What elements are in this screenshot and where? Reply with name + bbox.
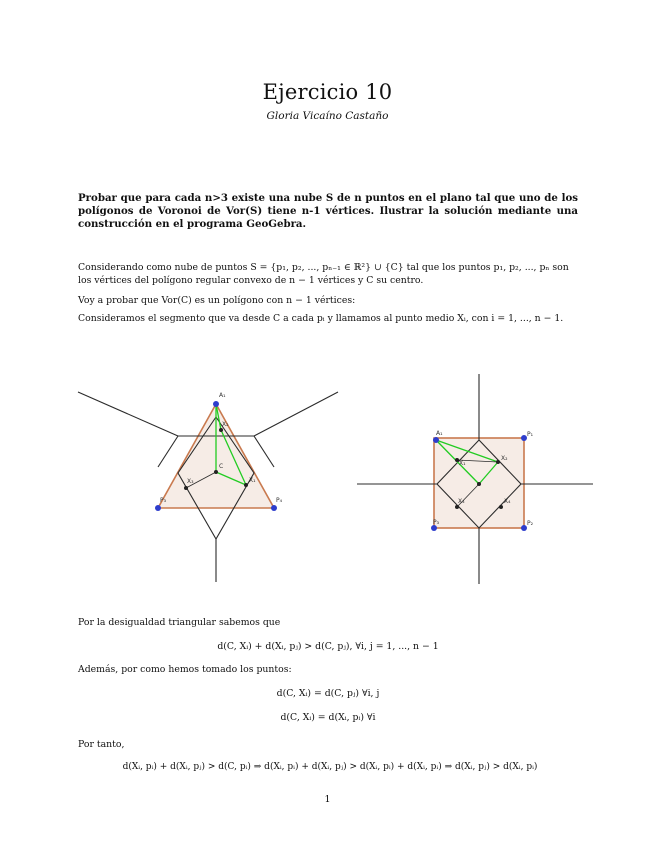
author-name: Gloria Vicaíno Castaño: [266, 110, 389, 122]
sq-point-c: [477, 482, 481, 486]
equation-equal-center: d(C, Xᵢ) = d(C, pⱼ) ∀i, j: [276, 688, 380, 699]
equation-equal-midpoint: d(C, Xᵢ) = d(Xᵢ, pᵢ) ∀i: [280, 712, 376, 723]
paragraph-construction: Además, por como hemos tomado los puntos:: [78, 664, 292, 675]
sq-label-x1: X₁: [459, 460, 466, 467]
sq-label-p3: P₃: [433, 519, 440, 526]
voronoi-ray-top-right: [254, 392, 338, 436]
label-p4: P₄: [276, 497, 283, 504]
sq-label-x4: X₄: [504, 498, 511, 505]
voronoi-edge-left: [158, 436, 178, 467]
equation-triangle-inequality: d(C, Xᵢ) + d(Xᵢ, pⱼ) > d(C, pⱼ), ∀i, j = 1, ..., n − 1: [217, 641, 439, 652]
paragraph-therefore: Por tanto,: [78, 739, 125, 750]
voronoi-edge-right: [254, 436, 274, 467]
sq-label-p2: P₂: [527, 520, 534, 527]
label-p3: P₃: [160, 497, 167, 504]
sq-point-x4: [499, 505, 503, 509]
paragraph-midpoints: Consideramos el segmento que va desde C a cada pᵢ y llamamos al punto medio Xᵢ, con i = 1, ..., n − 1.: [78, 313, 564, 324]
paragraph-claim: Voy a probar que Vor(C) es un polígono con n − 1 vértices:: [78, 295, 356, 306]
sq-label-a1: A₁: [436, 430, 443, 437]
page-number: 1: [324, 794, 331, 805]
label-a1: A₁: [219, 392, 226, 399]
equation-conclusion: d(Xᵢ, pᵢ) + d(Xᵢ, pⱼ) > d(C, pᵢ) ⇒ d(Xᵢ, pᵢ) + d(Xᵢ, pⱼ) > d(Xᵢ, pᵢ) + d(Xᵢ, pᵢ) ⇒ d(Xᵢ, pⱼ) > d(Xᵢ, pᵢ): [122, 762, 538, 772]
label-x3: X₃: [187, 478, 194, 485]
sq-label-x3: X₃: [458, 498, 465, 505]
label-x2: X₂: [222, 421, 229, 428]
problem-statement: Probar que para cada n>3 existe una nube S de n puntos en el plano tal que uno de los polígonos de Voronoi de Vor(S) tiene n-1 vértices. Ilustrar la solución mediante una construcción en el programa GeoGebra.: [78, 192, 578, 230]
point-p4: [271, 505, 277, 511]
sq-point-a1: [433, 437, 439, 443]
point-x3: [184, 486, 188, 490]
sq-point-x2: [496, 460, 500, 464]
point-x1: [244, 483, 248, 487]
square-voronoi-figure: [357, 372, 595, 587]
paragraph-triangle-inequality: Por la desigualdad triangular sabemos que: [78, 617, 281, 628]
paragraph-point-cloud: Considerando como nube de puntos S = {p₁, p₂, ..., pₙ₋₁ ∈ ℝ²} ∪ {C} tal que los puntos p₁, p₂, ..., pₙ son los vértices del polígono regular convexo de n − 1 vértices y C su centro.: [78, 262, 569, 286]
sq-label-p1: P₁: [527, 431, 534, 438]
page-title: Ejercicio 10: [262, 80, 393, 104]
point-p3: [155, 505, 161, 511]
sq-label-x2: X₂: [501, 455, 508, 462]
point-c: [214, 470, 218, 474]
voronoi-ray-top-left: [78, 392, 178, 436]
label-c: C: [219, 463, 224, 470]
point-a1: [213, 401, 219, 407]
point-x2: [219, 428, 223, 432]
sq-point-x3: [455, 505, 459, 509]
triangle-voronoi-figure: [76, 382, 341, 587]
label-x1: X₁: [249, 477, 256, 484]
